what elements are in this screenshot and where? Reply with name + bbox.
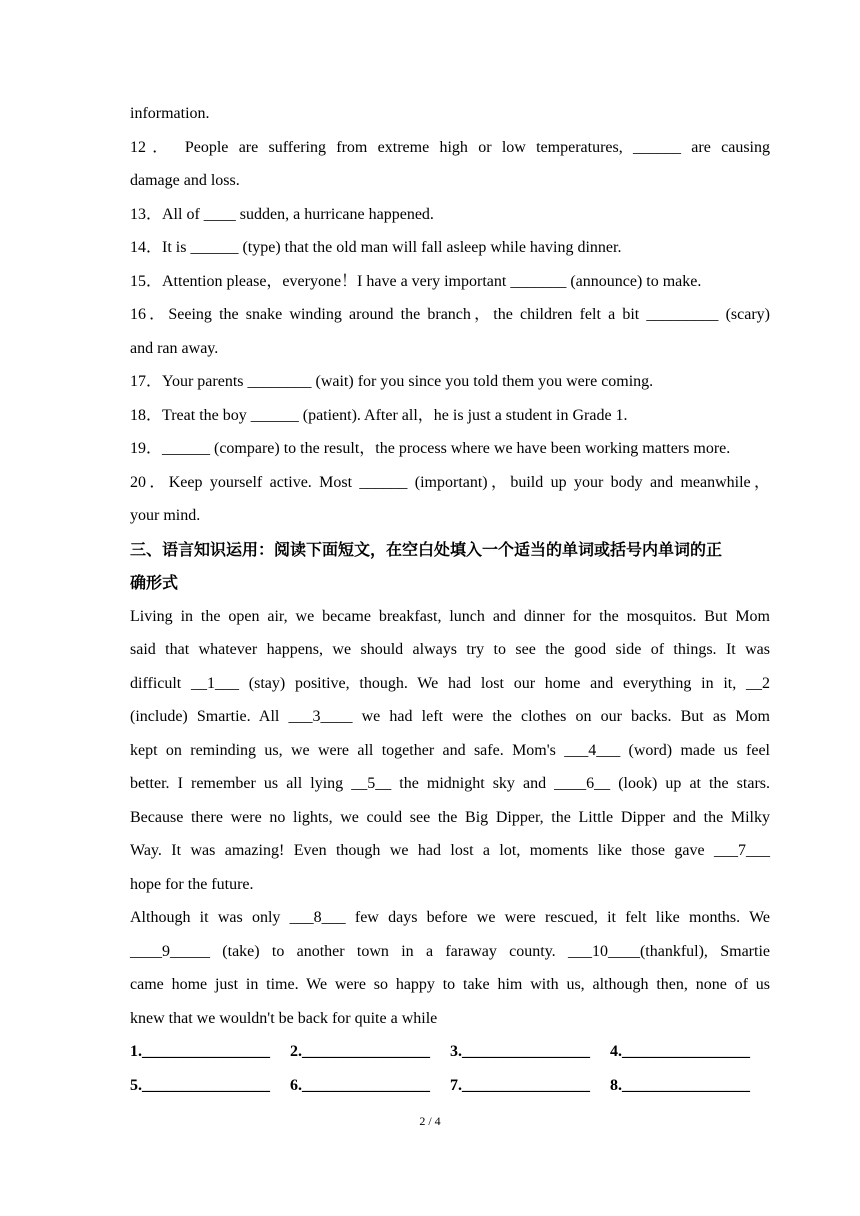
exercise-list: [130, 97, 770, 533]
answer-blank-6[interactable]: 6.________________: [290, 1076, 430, 1094]
answer-blank-7[interactable]: 7.________________: [450, 1076, 590, 1094]
passage-line: hope for the future.: [130, 875, 254, 893]
passage-line: better. I remember us all lying __5__ the midnight sky and ____6__ (look) up at the stars.: [130, 775, 770, 792]
passage-line: said that whatever happens, we should always try to see the good side of things. It was: [130, 641, 770, 658]
exercise-20-line-1: 20．Keep yourself active. Most ______ (important)，build up your body and meanwhile，: [130, 473, 770, 491]
answer-blank-3[interactable]: 3.________________: [450, 1043, 590, 1060]
answer-blank-5[interactable]: 5.________________: [130, 1076, 270, 1094]
passage-line: Although it was only ___8___ few days before we were rescued, it felt like months. We: [130, 909, 770, 926]
passage-line: came home just in time. We were so happy to take him with us, although then, none of us: [130, 976, 770, 993]
answer-row-2: [130, 1069, 770, 1103]
worksheet-page: [130, 97, 770, 1102]
answer-blank-1[interactable]: 1.________________: [130, 1043, 270, 1060]
answer-blank-4[interactable]: 4.________________: [610, 1043, 750, 1060]
passage-paragraph-2: [130, 901, 770, 1035]
exercise-16-line-2: and ran away.: [130, 339, 219, 357]
exercise-13: 13．All of ____ sudden, a hurricane happened.: [130, 205, 434, 223]
passage-line: Way. It was amazing! Even though we had lost a lot, moments like those gave ___7___: [130, 842, 770, 859]
exercise-16-line-1: 16．Seeing the snake winding around the branch，the children felt a bit _________ (scary): [130, 306, 771, 323]
passage-line: ____9_____ (take) to another town in a faraway county. ___10____(thankful), Smartie: [130, 942, 770, 960]
passage-line: kept on reminding us, we were all together and safe. Mom's ___4___ (word) made us feel: [130, 741, 770, 759]
passage-line: knew that we wouldn't be back for quite a while: [130, 1009, 438, 1027]
section-heading-line-2: 确形式: [130, 573, 179, 592]
exercise-14: 14．It is ______ (type) that the old man will fall asleep while having dinner.: [130, 239, 622, 256]
exercise-12-line-2: damage and loss.: [130, 172, 240, 189]
exercise-15: 15．Attention please，everyone！I have a very important _______ (announce) to make.: [130, 272, 702, 290]
answer-row-1: [130, 1035, 770, 1069]
exercise-20-line-2: your mind.: [130, 507, 201, 524]
answer-blank-2[interactable]: 2.________________: [290, 1043, 430, 1060]
passage-line: (include) Smartie. All ___3____ we had left were the clothes on our backs. But as Mom: [130, 708, 770, 725]
section-heading-line-1: 三、语言知识运用：阅读下面短文，在空白处填入一个适当的单词或括号内单词的正: [130, 539, 723, 559]
passage-line: difficult __1___ (stay) positive, though. We had lost our home and everything in it, __2: [130, 674, 770, 692]
passage-line: Because there were no lights, we could see the Big Dipper, the Little Dipper and the Milky: [130, 808, 770, 826]
exercise-17: 17．Your parents ________ (wait) for you since you told them you were coming.: [130, 373, 654, 390]
answer-blank-8[interactable]: 8.________________: [610, 1076, 750, 1094]
exercise-12-line-1: 12． People are suffering from extreme high or low temperatures, ______ are causing: [130, 138, 770, 156]
passage-line: Living in the open air, we became breakfast, lunch and dinner for the mosquitos. But Mom: [130, 607, 770, 625]
exercise-line: information.: [130, 105, 210, 122]
exercise-18: 18．Treat the boy ______ (patient). After all，he is just a student in Grade 1.: [130, 406, 628, 424]
page-number: 2 / 4: [419, 1114, 441, 1128]
passage-paragraph-1: [130, 600, 770, 902]
exercise-19: 19．______ (compare) to the result，the process where we have been working matters more.: [130, 440, 731, 457]
